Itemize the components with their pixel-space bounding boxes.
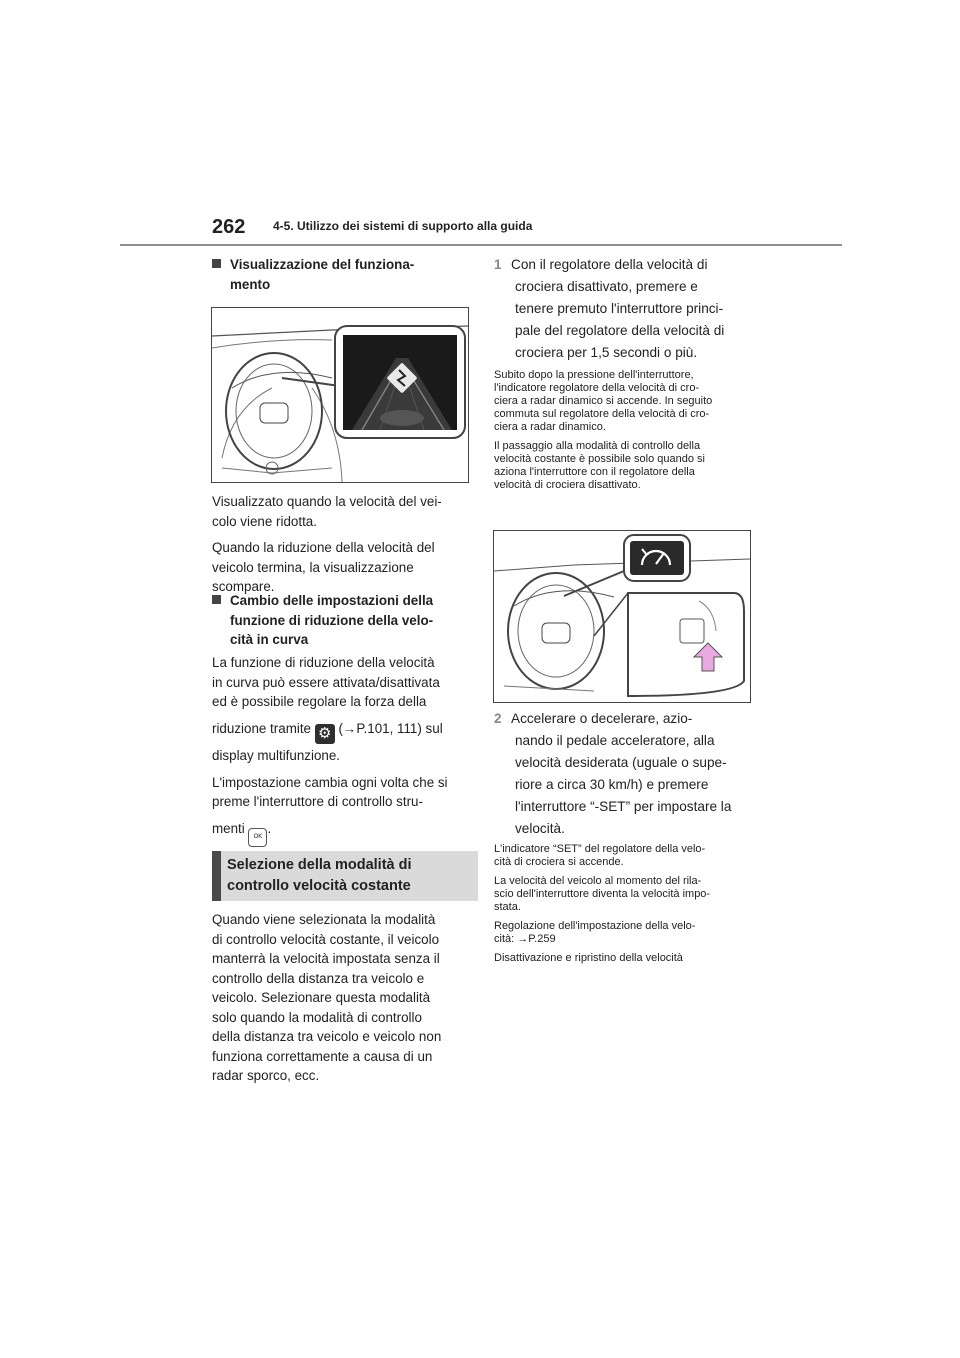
- header-divider: [120, 244, 842, 246]
- gear-icon: ⚙: [315, 724, 335, 744]
- step-number: 2: [494, 711, 502, 726]
- section-description: Quando viene selezionata la modalità di controllo velocità costante, il veicolo manterrà la velocità impostata senza il controllo della distanza tra veicolo e veicolo. Selezionare questa modalità solo quando la modalità di controllo della distanza tra veicolo e veicolo non funziona correttamente a causa di un radar sporco, ecc.: [212, 912, 442, 1083]
- step-2: 2 Accelerare o decelerare, azio- nando il pedale acceleratore, alla velocità desiderata (uguale o supe- riore a circa 30 km/h) e premere l'interruttore “-SET” per impostare la velocità.: [494, 708, 764, 840]
- page-number: 262: [212, 216, 246, 238]
- display-heading: Visualizzazione del funziona- mento: [212, 255, 472, 294]
- ok-button-icon: OK: [248, 828, 267, 847]
- step-number: 1: [494, 257, 502, 272]
- step-1-notes: Subito dopo la pressione dell'interruttore, l'indicatore regolatore della velocità di cro- ciera a radar dinamico si accende. In seguito commuta sul regolatore della velocità di cro- ciera a radar dinamico. Il passaggio alla modalità di controllo della velocità costante è possibile solo quando si aziona l'interruttore con il regolatore della velocità di crociera disattivato.: [494, 369, 713, 491]
- cruise-switch-icon: [494, 531, 750, 702]
- step-1: 1 Con il regolatore della velocità di crociera disattivato, premere e tenere premuto l'interruttore princi- pale del regolatore della velocità di crociera per 1,5 secondi o più.: [494, 254, 764, 364]
- step-2-notes: L'indicatore “SET” del regolatore della velo- cità di crociera si accende. La velocità del veicolo al momento del rila- scio dell'interruttore diventa la velocità impo- stata. Regolazione dell'impostazione della velo- cità: →P.259 Disattivazione e ripristino della velocità: [494, 843, 711, 964]
- chapter-title: 4-5. Utilizzo dei sistemi di supporto alla guida: [273, 219, 533, 233]
- change-settings-heading: Cambio delle impostazioni della funzione di riduzione della velo- cità in curva: [212, 591, 472, 650]
- bullet-square-icon: [212, 595, 221, 604]
- cruise-switch-illustration: [493, 530, 751, 703]
- section-title-box: Selezione della modalità di controllo velocità costante: [212, 851, 478, 901]
- change-settings-description: La funzione di riduzione della velocità in curva può essere attivata/disattivata ed è possibile regolare la forza della riduzione tramite ⚙ (→P.101, 111) sul display multifunzione. L'impostazione cambia ogni volta che si preme l'interruttore di controllo stru- menti OK.: [212, 653, 474, 847]
- curve-display-illustration: [211, 307, 469, 483]
- display-description: Visualizzato quando la velocità del vei- colo viene ridotta. Quando la riduzione della velocità del veicolo termina, la visualizzazione scompare.: [212, 494, 442, 594]
- dashboard-curve-icon: [212, 308, 468, 482]
- bullet-square-icon: [212, 259, 221, 268]
